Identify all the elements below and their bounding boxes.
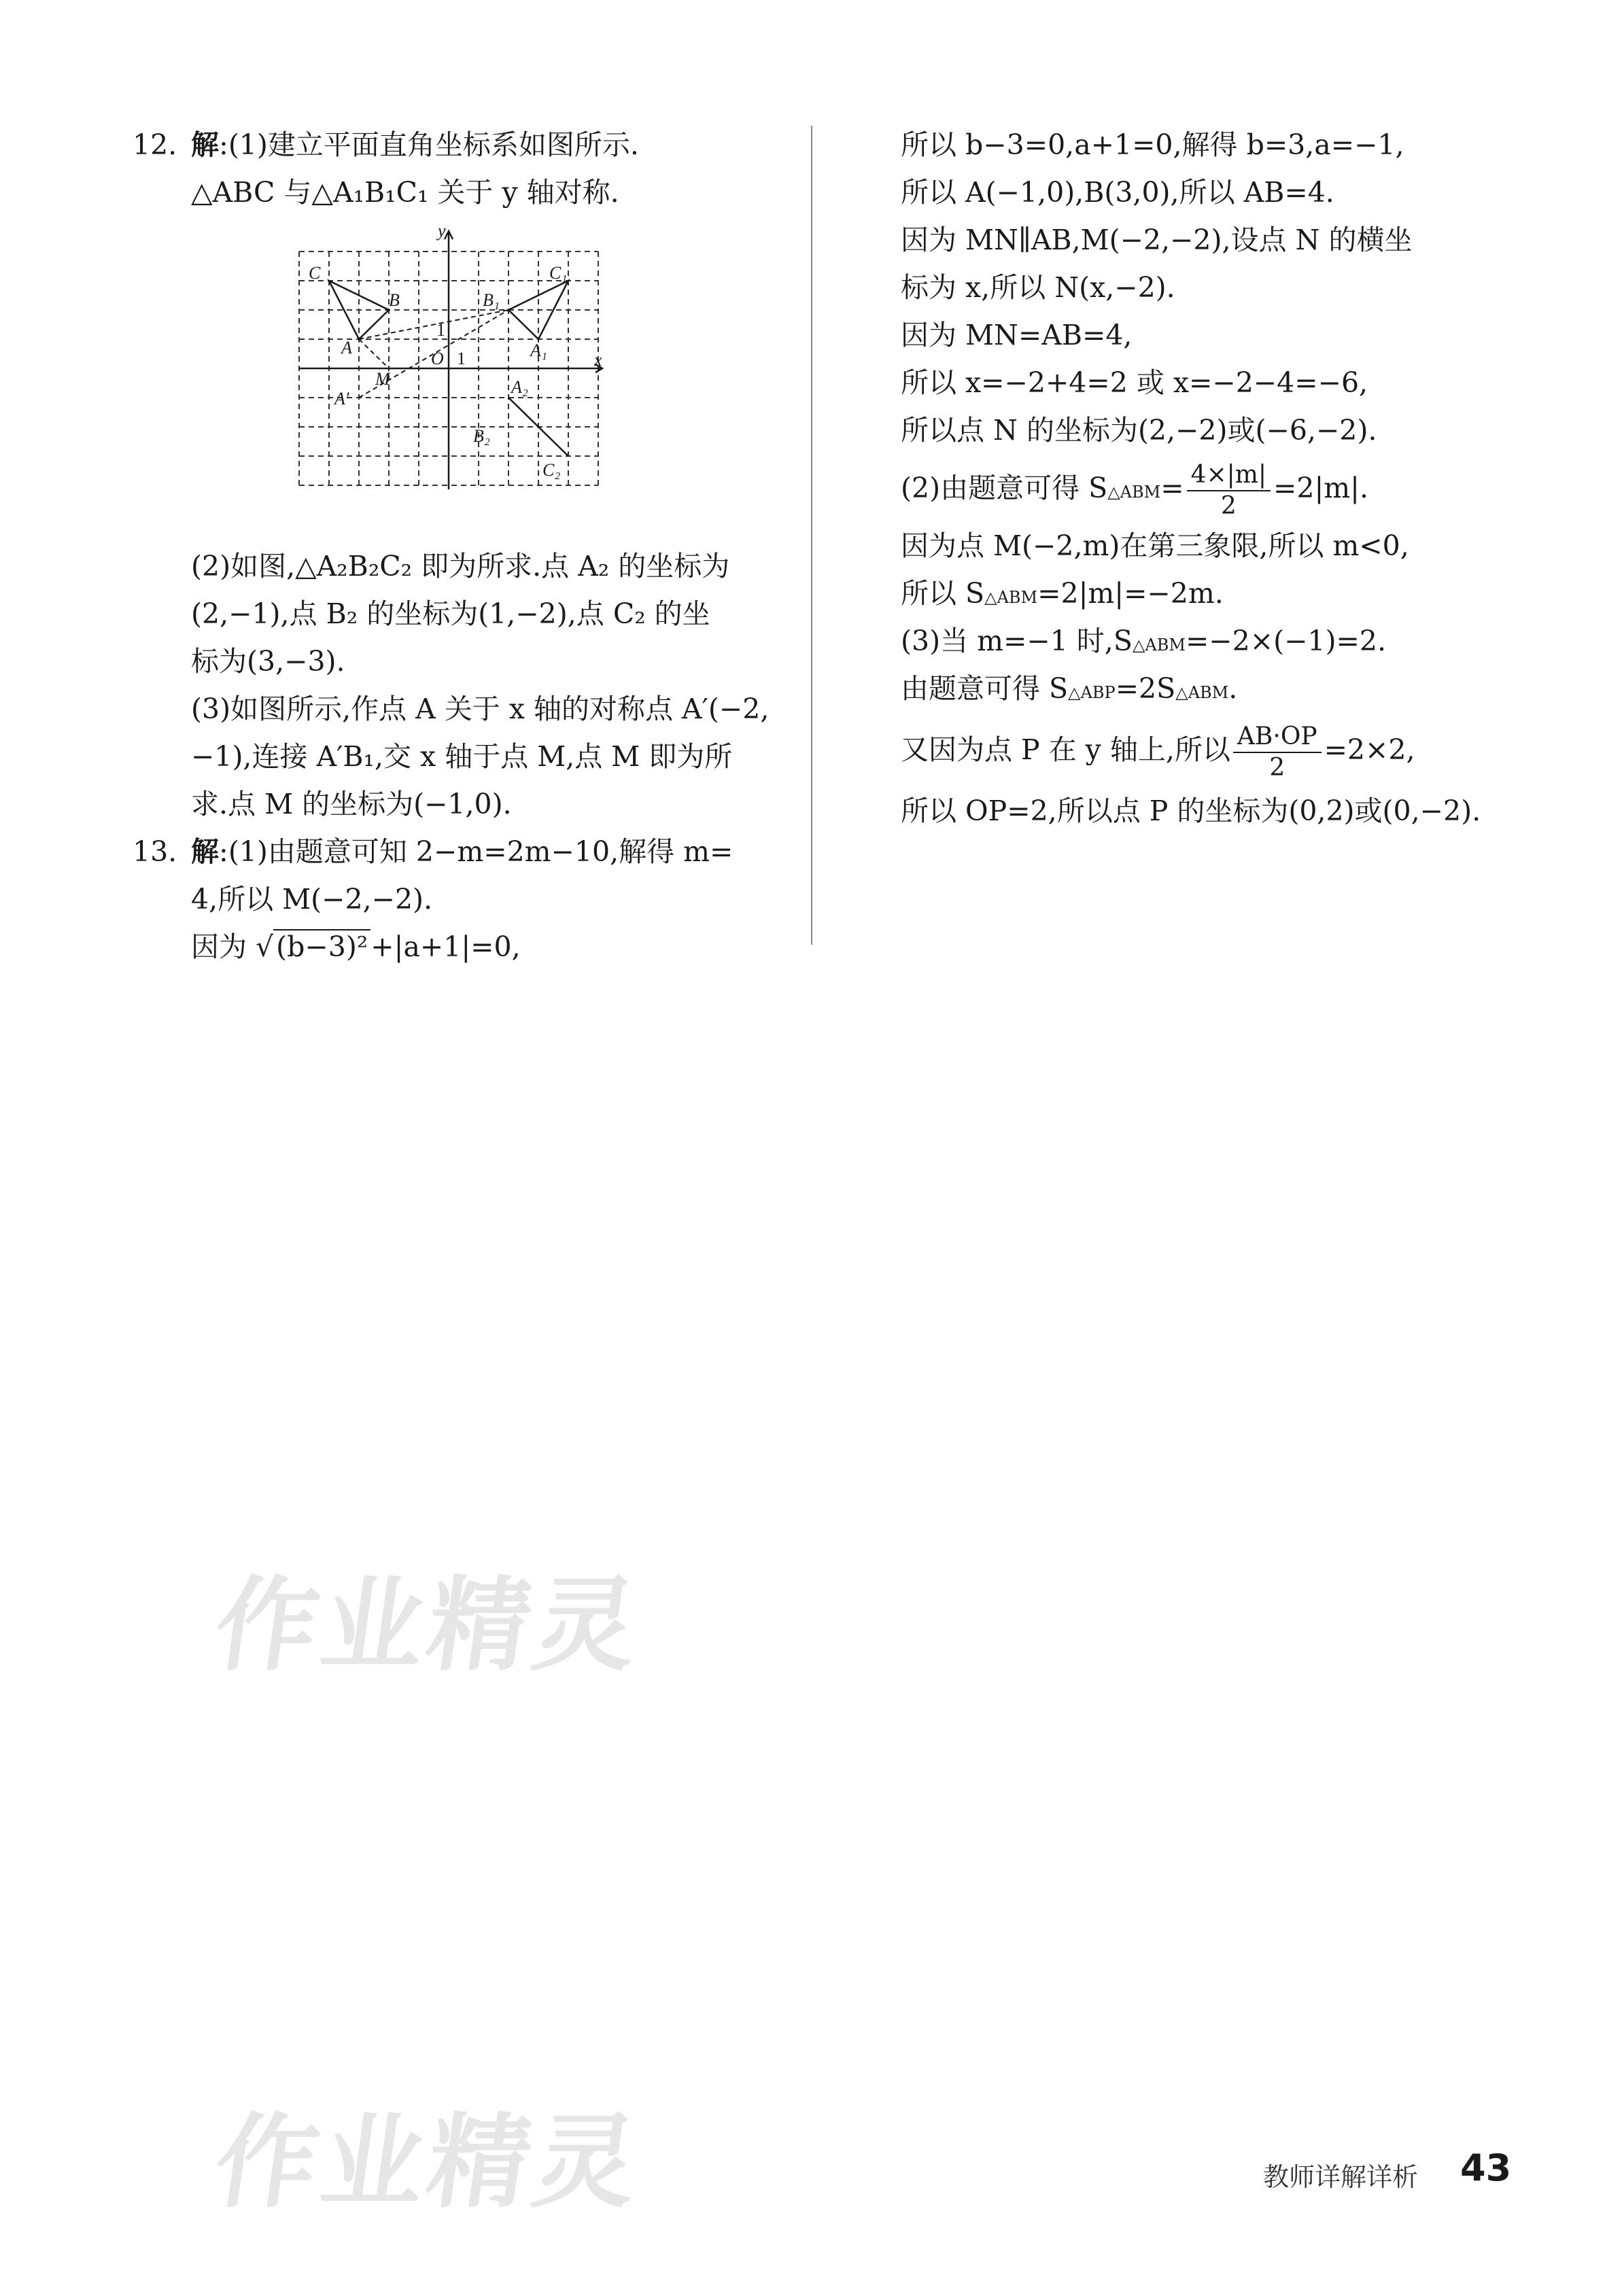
subscript: △ABP [1068, 683, 1116, 702]
fraction [1233, 722, 1322, 783]
p13-line-2: 4,所以 M(−2,−2). [191, 883, 433, 916]
x-axis-label: x [594, 350, 602, 370]
p12-line-3: (2)如图,△A₂B₂C₂ 即为所求.点 A₂ 的坐标为 [191, 550, 730, 582]
text: =2×2, [1324, 733, 1415, 766]
column-divider [811, 126, 812, 945]
origin-label: O [431, 349, 444, 368]
text: (2)由题意可得 S [901, 472, 1108, 504]
point-label-B2: B₂ [473, 426, 490, 446]
r-line-8: (2)由题意可得 S△ABM= $\frac{4\times|m|}{2}$ =2|m|. [901, 460, 1369, 520]
text: 因为 [191, 930, 247, 963]
point-label-A2: A₂ [511, 377, 528, 397]
r-line-3: 因为 MN∥AB,M(−2,−2),设点 N 的横坐 [901, 224, 1413, 256]
text: 由题意可得 S [901, 672, 1069, 705]
r-line-4: 标为 x,所以 N(x,−2). [901, 271, 1175, 304]
solution-label: 解 [191, 835, 219, 868]
footer-label: 教师详解详析 [1263, 2162, 1419, 2192]
fraction [1187, 460, 1271, 521]
r-line-1: 所以 b−3=0,a+1=0,解得 b=3,a=−1, [901, 128, 1404, 161]
p12-line-4: (2,−1),点 B₂ 的坐标为(1,−2),点 C₂ 的坐 [191, 597, 710, 630]
text: +|a+1|=0, [370, 930, 521, 963]
text: . [1228, 672, 1238, 705]
subscript: △ABM [1132, 636, 1186, 655]
problem-number: 13. [133, 835, 177, 868]
point-label-C2: C₂ [542, 460, 561, 480]
right-column [901, 121, 1513, 835]
subscript: △ABM [1175, 683, 1229, 702]
p13-line-1 [133, 828, 795, 875]
point-label-B: B [389, 290, 400, 310]
watermark: 作业精灵 [207, 1567, 649, 1685]
r-line-5: 因为 MN=AB=4, [901, 319, 1133, 351]
point-label-C1: C₁ [549, 263, 568, 283]
tick-label-y: 1 [436, 320, 445, 340]
p12-line-8: 求.点 M 的坐标为(−1,0). [191, 788, 512, 820]
denominator: 2 [1220, 491, 1237, 520]
p12-line-1 [133, 121, 795, 169]
r-line-9: 因为点 M(−2,m)在第三象限,所以 m<0, [901, 529, 1409, 562]
text: =−2×(−1)=2. [1185, 625, 1386, 657]
text: :(1)由题意可知 2−m=2m−10,解得 m= [219, 835, 734, 868]
denominator: 2 [1269, 753, 1285, 782]
r-line-10 [901, 570, 1513, 617]
numerator: AB·OP [1233, 722, 1322, 753]
subscript: △ABM [1107, 483, 1161, 502]
point-label-A1: A₁ [530, 341, 547, 360]
p13-line-3: 因为 √(b−3)²+|a+1|=0, [191, 930, 521, 963]
text: =2|m|=−2m. [1037, 577, 1224, 610]
text: :(1)建立平面直角坐标系如图所示. [219, 128, 639, 161]
point-label-A-prime: A′ [334, 389, 349, 408]
text: 所以 S [901, 577, 985, 610]
problem-number: 12. [133, 128, 177, 161]
coordinate-figure [292, 224, 605, 496]
y-axis-label: y [438, 224, 446, 241]
solution-label: 解 [191, 128, 219, 161]
r-line-2: 所以 A(−1,0),B(3,0),所以 AB=4. [901, 176, 1334, 209]
p12-line-5: 标为(3,−3). [191, 645, 345, 678]
r-line-11 [901, 617, 1513, 665]
numerator: 4×|m| [1187, 460, 1271, 491]
point-label-M: M [375, 369, 390, 389]
p12-line-2: △ABC 与△A₁B₁C₁ 关于 y 轴对称. [191, 176, 619, 209]
sqrt-expression: (b−3)² [273, 929, 370, 963]
p12-line-7: −1),连接 A′B₁,交 x 轴于点 M,点 M 即为所 [191, 740, 733, 773]
watermark: 作业精灵 [207, 2104, 649, 2222]
r-line-6: 所以 x=−2+4=2 或 x=−2−4=−6, [901, 366, 1368, 399]
r-line-7: 所以点 N 的坐标为(2,−2)或(−6,−2). [901, 414, 1377, 447]
subscript: △ABM [984, 588, 1038, 607]
point-label-B1: B₁ [483, 290, 500, 310]
text: =2S [1115, 672, 1176, 705]
point-label-A: A [341, 338, 352, 358]
r-line-14: 所以 OP=2,所以点 P 的坐标为(0,2)或(0,−2). [901, 795, 1481, 827]
text: (3)当 m=−1 时,S [901, 625, 1133, 657]
text: =2|m|. [1273, 472, 1369, 504]
r-line-12 [901, 665, 1513, 712]
tick-label-x: 1 [457, 349, 466, 368]
page-number: 43 [1460, 2146, 1512, 2189]
point-label-C: C [309, 263, 321, 283]
p12-line-6: (3)如图所示,作点 A 关于 x 轴的对称点 A′(−2, [191, 693, 770, 725]
r-line-13 [901, 712, 1513, 787]
text: 又因为点 P 在 y 轴上,所以 [901, 733, 1230, 766]
